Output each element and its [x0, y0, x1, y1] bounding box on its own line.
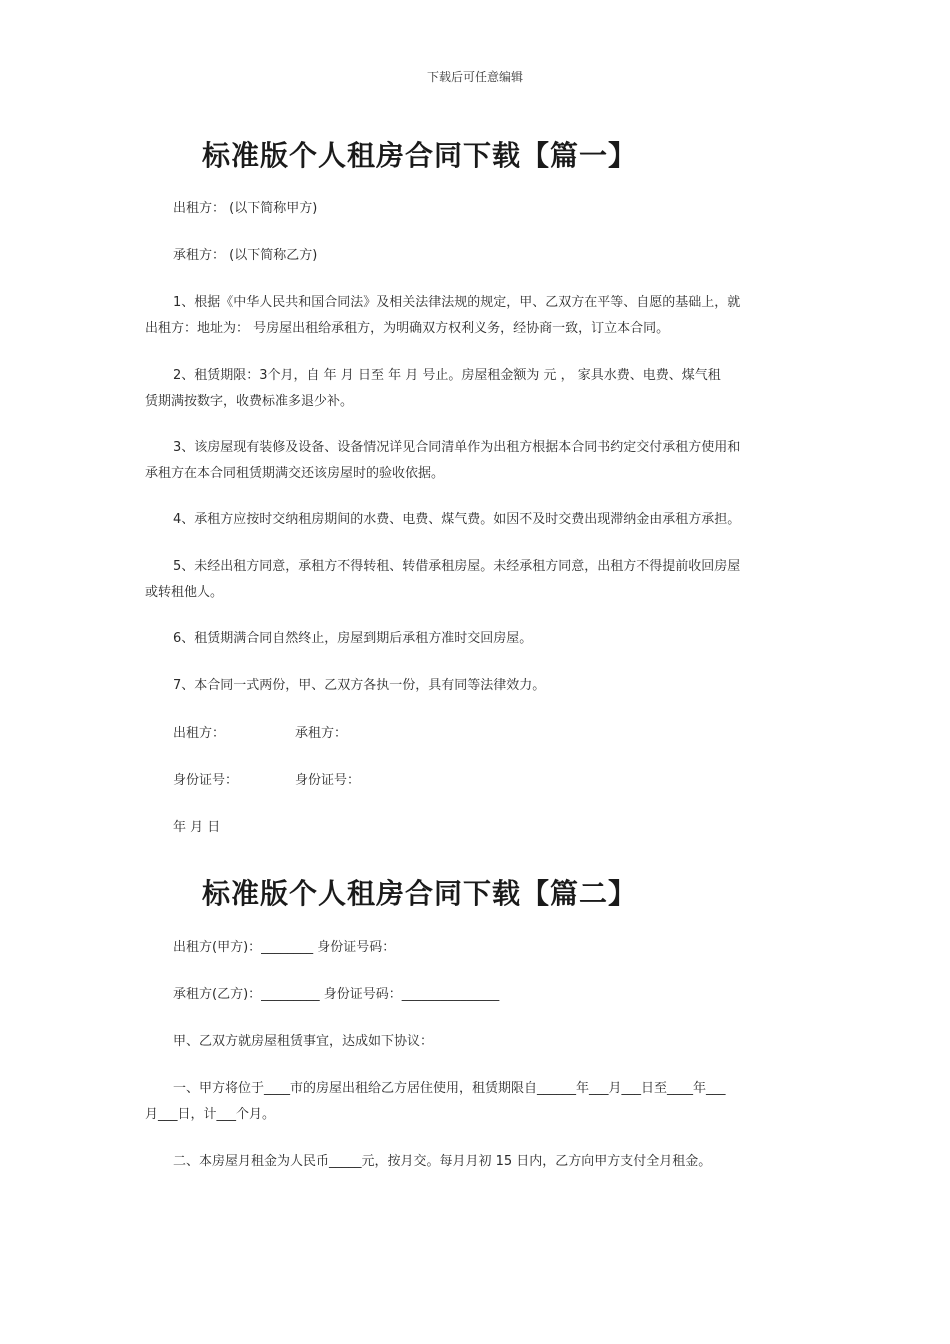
- clause-5: [145, 554, 805, 606]
- clause-1-line-2: 出租方：地址为： 号房屋出租给承租方，为明确双方权利义务，经协商一致，订立本合同。: [145, 321, 670, 336]
- section1-title: 标准版个人租房合同下载【篇一】: [202, 139, 638, 172]
- clause-2-line-2: 赁期满按数字，收费标准多退少补。: [145, 394, 354, 409]
- clause-1: [145, 290, 805, 342]
- section1-lessor-line: 出租方： (以下简称甲方): [173, 201, 318, 216]
- clause-7: [145, 673, 805, 699]
- clause-4: [145, 507, 805, 533]
- section1-lessee-line: 承租方： (以下简称乙方): [173, 248, 318, 263]
- section2-clause-1-line-2: 月___日，计___个月。: [145, 1107, 276, 1122]
- section2-clause-2-line-1: 二、本房屋月租金为人民币_____元，按月交。每月月初 15 日内，乙方向甲方支付全月租金。: [173, 1154, 712, 1169]
- clause-2: [145, 363, 805, 415]
- section2-lessor-line: 出租方(甲方)：________ 身份证号码：: [173, 940, 396, 955]
- header-note: 下载后可任意编辑: [426, 70, 523, 84]
- section2-clause-1: [145, 1076, 805, 1128]
- clause-1-line-1: 1、根据《中华人民共和国合同法》及相关法律法规的规定，甲、乙双方在平等、自愿的基础上，就: [173, 295, 741, 310]
- clause-3-line-1: 3、该房屋现有装修及设备、设备情况详见合同清单作为出租方根据本合同书约定交付承租方使用和: [173, 440, 741, 455]
- section2-lessee-line: 承租方(乙方)：_________ 身份证号码：_______________: [173, 987, 500, 1002]
- clause-6-line-1: 6、租赁期满合同自然终止，房屋到期后承租方准时交回房屋。: [173, 631, 533, 646]
- clause-6: [145, 626, 805, 652]
- sign-lessee-label: 承租方：: [295, 726, 348, 741]
- date-line: 年 月 日: [173, 820, 221, 835]
- id-lessor-label: 身份证号：: [173, 773, 239, 788]
- clause-4-line-1: 4、承租方应按时交纳租房期间的水费、电费、煤气费。如因不及时交费出现滞纳金由承租方承担。: [173, 512, 741, 527]
- section2-title: 标准版个人租房合同下载【篇二】: [202, 877, 638, 910]
- section2-clause-2: [145, 1149, 805, 1175]
- clause-5-line-1: 5、未经出租方同意，承租方不得转租、转借承租房屋。未经承租方同意，出租方不得提前收回房屋: [173, 559, 741, 574]
- clause-7-line-1: 7、本合同一式两份，甲、乙双方各执一份，具有同等法律效力。: [173, 678, 546, 693]
- clause-5-line-2: 或转租他人。: [145, 585, 224, 600]
- clause-3-line-2: 承租方在本合同租赁期满交还该房屋时的验收依据。: [145, 466, 445, 481]
- sign-lessor-label: 出租方：: [173, 726, 226, 741]
- id-lessee-label: 身份证号：: [295, 773, 361, 788]
- section2-clause-1-line-1: 一、甲方将位于____市的房屋出租给乙方居住使用，租赁期限自______年___月___日至____年___: [173, 1081, 726, 1096]
- clause-3: [145, 435, 805, 487]
- clause-2-line-1: 2、租赁期限：3个月，自 年 月 日至 年 月 号止。房屋租金额为 元 ， 家具水费、电费、煤气租: [173, 368, 721, 383]
- section2-agreement-line: 甲、乙双方就房屋租赁事宜，达成如下协议：: [173, 1034, 434, 1049]
